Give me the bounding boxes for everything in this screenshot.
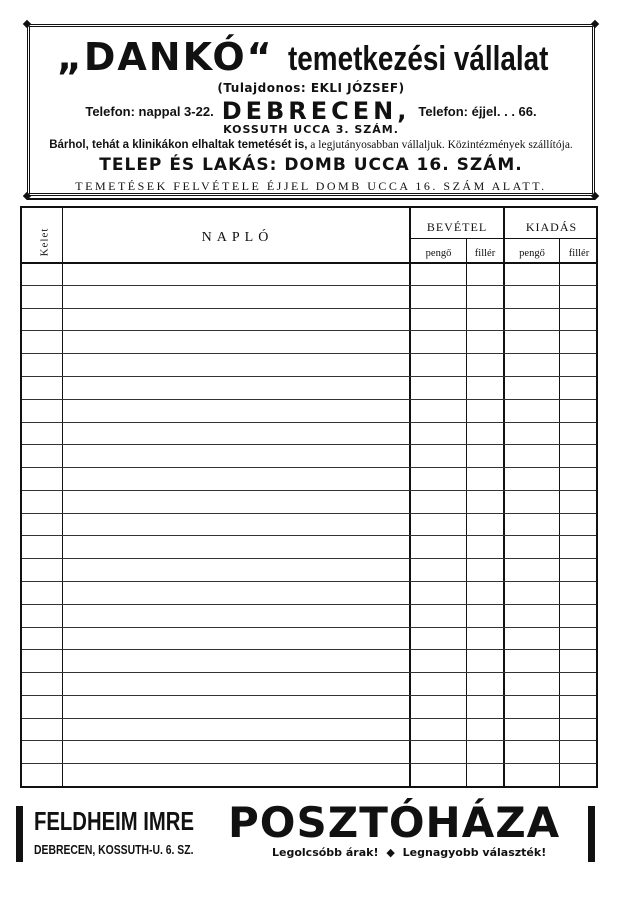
service-note-bold: Bárhol, tehát a klinikákon elhaltak temetését is, (49, 139, 308, 151)
row-rule (22, 513, 596, 514)
row-rule (22, 740, 596, 741)
row-rule (22, 330, 596, 331)
row-rule (22, 649, 596, 650)
income-pengo-header: pengő (425, 248, 452, 259)
header-rule (22, 262, 596, 264)
row-rule (22, 376, 596, 377)
diamond-icon: ◆ (386, 846, 395, 859)
row-rule (22, 308, 596, 309)
ad-slogan (272, 846, 546, 859)
expense-filler-header: fillér (568, 248, 590, 259)
service-note-rest: a legjutányosabban vállaljuk. Közintézmények szállítója. (310, 139, 573, 151)
service-note (30, 139, 592, 151)
city-name: DEBRECEN, (221, 97, 411, 125)
row-rule (22, 353, 596, 354)
subheader-rule (411, 238, 596, 239)
ad-slogan-left: Legolcsóbb árak! (272, 846, 379, 859)
ad-shop-owner: FELDHEIM IMRE (34, 806, 194, 836)
row-rule (22, 558, 596, 559)
row-rule (22, 695, 596, 696)
row-rule (22, 763, 596, 764)
column-divider (503, 208, 505, 786)
row-rule (22, 581, 596, 582)
row-rule (22, 399, 596, 400)
income-filler-header: fillér (474, 248, 496, 259)
expense-pengo-header: pengő (519, 248, 545, 259)
night-service-line: TEMETÉSEK FELVÉTELE ÉJJEL DOMB UCCA 16. SZÁM ALATT. (75, 179, 547, 193)
ad-address: DEBRECEN, KOSSUTH-U. 6. SZ. (34, 842, 194, 857)
header-expense: KIADÁS (525, 220, 578, 234)
ad-bar-right (588, 806, 595, 862)
header-income: BEVÉTEL (426, 220, 488, 234)
row-rule (22, 467, 596, 468)
header-date: Kelet (37, 227, 50, 257)
phone-night: Telefon: éjjel. . . 66. (418, 103, 537, 119)
row-rule (22, 285, 596, 286)
journal-table (20, 206, 598, 788)
phone-day: Telefon: nappal 3-22. (85, 103, 214, 119)
yard-address: TELEP ÉS LAKÁS: DOMB UCCA 16. SZÁM. (99, 155, 523, 175)
column-divider (409, 208, 411, 786)
owner-line: (Tulajdonos: EKLI JÓZSEF) (217, 81, 405, 95)
row-rule (22, 604, 596, 605)
funeral-company-header (27, 24, 595, 196)
column-divider (62, 208, 63, 786)
row-rule (22, 627, 596, 628)
street-address: KOSSUTH UCCA 3. SZÁM. (223, 123, 399, 136)
company-name: „DANKÓ“ (56, 35, 274, 79)
footer-advertisement (14, 796, 610, 868)
row-rule (22, 672, 596, 673)
company-title (30, 35, 592, 79)
ad-shop-name: POSZTÓHÁZA (228, 798, 561, 847)
row-rule (22, 718, 596, 719)
company-type: temetkezési vállalat (287, 40, 548, 78)
divider (27, 198, 595, 200)
ad-slogan-right: Legnagyobb választék! (402, 846, 547, 859)
header-journal: NAPLÓ (201, 230, 274, 245)
phone-line (30, 97, 592, 125)
row-rule (22, 422, 596, 423)
row-rule (22, 535, 596, 536)
row-rule (22, 444, 596, 445)
ad-bar-left (16, 806, 23, 862)
row-rule (22, 490, 596, 491)
